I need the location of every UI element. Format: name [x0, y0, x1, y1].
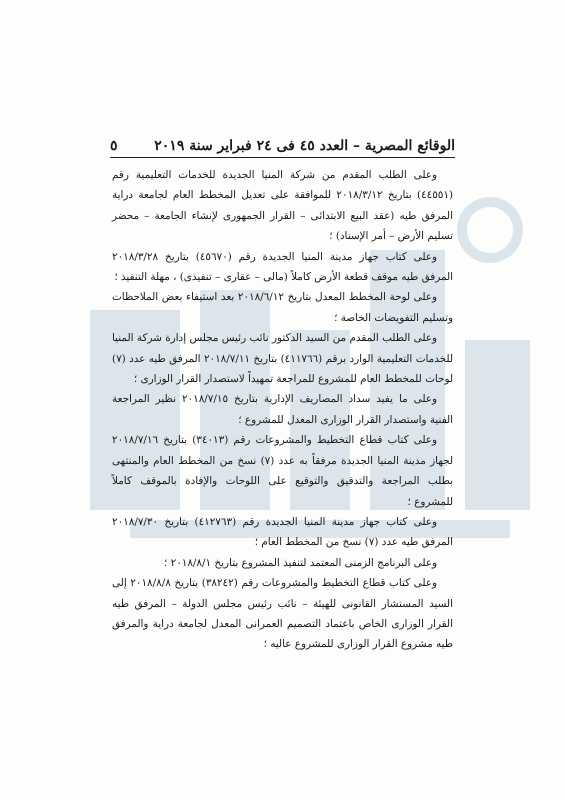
paragraph: وعلى كتاب قطاع التخطيط والمشروعات رقم (٣٤٠١٣) بتاريخ ٢٠١٨/٧/١٦ لجهاز مدينة المنيا الجديدة مرفقاً به عدد (٧) نسخ من المخطط العام والمنتهى بطلب المراجعة والتدقيق والتوقيع على اللوحات والإفادة بالموقف كاملاً للمشروع ؛ [112, 434, 453, 508]
header-title: الوقائع المصرية – العدد ٤٥ فى ٢٤ فبراير سنة ٢٠١٩ [154, 138, 455, 154]
paragraph: وعلى الطلب المقدم من شركة المنيا الجديدة للخدمات التعليمية رقم (٤٤٥٥١) بتاريخ ٢٠١٨/٣/١٢ للموافقة على تعديل المخطط العام لجامعة دراية المرفق طيه (عقد البيع الابتدائى – القرار الجمهورى لإنشاء الجامعة – محضر تسليم الأرض – أمر الإسناد) ؛ [112, 169, 453, 243]
page-number: ٥ [110, 138, 118, 154]
paragraph: وعلى كتاب جهاز مدينة المنيا الجديدة رقم (٤١٢٧٦٣) بتاريخ ٢٠١٨/٧/٣٠ المرفق طيه عدد (٧) نسخ من المخطط العام ؛ [112, 515, 453, 549]
paragraph: وعلى ما يفيد سداد المصاريف الإدارية بتاريخ ٢٠١٨/٧/١٥ نظير المراجعة الفنية واستصدار القرار الوزارى المعدل للمشروع ؛ [112, 393, 453, 426]
paragraph: وعلى كتاب جهاز مدينة المنيا الجديدة رقم (٤٥٦٧٠) بتاريخ ٢٠١٨/٣/٢٨ المرفق طيه موقف قطعة الأرض كاملاً (مالى – عقارى – تنفيذى) ، مهلة التنفيذ ؛ [112, 250, 453, 284]
document-body [112, 165, 453, 655]
header-divider [110, 157, 455, 158]
page-header [110, 132, 455, 154]
paragraph: وعلى كتاب قطاع التخطيط والمشروعات رقم (٣٨٢٤٢) بتاريخ ٢٠١٨/٨/٨ إلى السيد المستشار القانونى للهيئة – نائب رئيس مجلس الدولة – المرفق طيه القرار الوزارى الخاص باعتماد التصميم العمرانى المعدل لجامعة دراية والمرفق طيه مشروع القرار الوزارى للمشروع عاليه ؛ [112, 577, 453, 651]
paragraph: وعلى لوحة المخطط المعدل بتاريخ ٢٠١٨/٦/١٢ بعد استيفاء بعض الملاحظات وتسليم التفويضات الخاصة ؛ [112, 291, 453, 324]
paragraph: وعلى البرنامج الزمنى المعتمد لتنفيذ المشروع بتاريخ ٢٠١٨/٨/١ ؛ [164, 556, 437, 569]
paragraph: وعلى الطلب المقدم من السيد الدكتور نائب رئيس مجلس إدارة شركة المنيا للخدمات التعليمية الوارد برقم (٤١١٧٦٦) بتاريخ ٢٠١٨/٧/١١ المرفق طيه عدد (٧) لوحات للمخطط العام للمشروع للمراجعة تمهيداً لاستصدار القرار الوزارى ؛ [112, 332, 453, 386]
